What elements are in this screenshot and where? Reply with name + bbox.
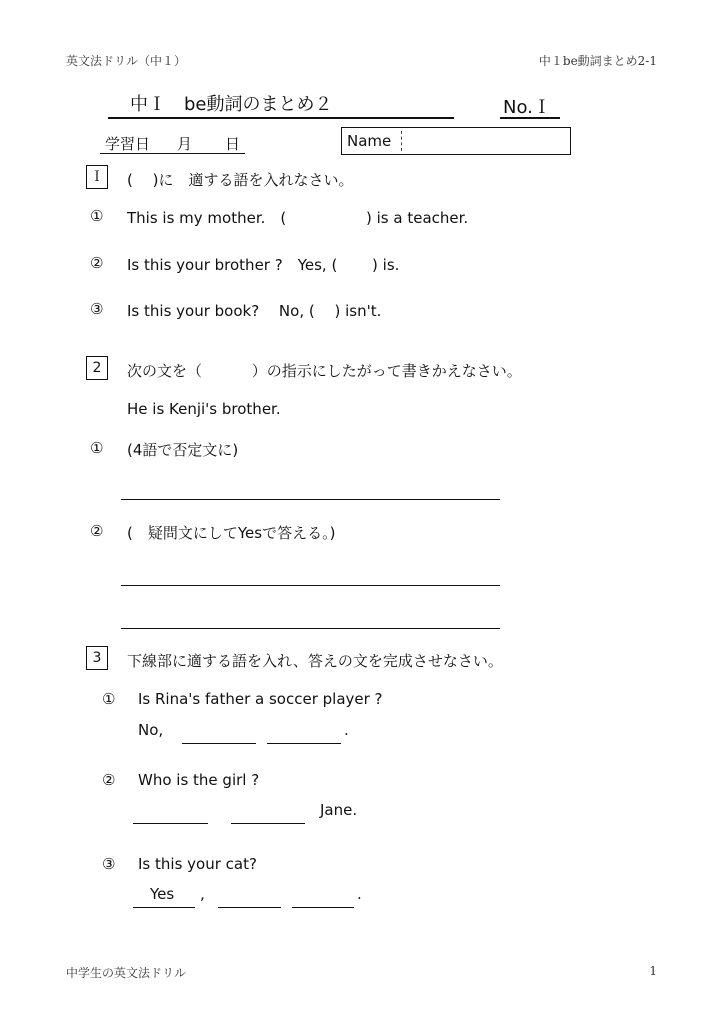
s1-item1-text: This is my mother. ( ) is a teacher. (127, 209, 469, 227)
section2-number: 2 (86, 356, 108, 380)
sheet-number: No.Ｉ (503, 97, 551, 118)
s3-item3-blank-1[interactable] (218, 907, 281, 908)
month-label: 月 (177, 135, 193, 153)
title-underline (108, 117, 454, 119)
section2-instruction: 次の文を（ ）の指示にしたがって書きかえなさい。 (127, 362, 522, 380)
s3-item3-yes-underline (133, 907, 195, 908)
name-separator (401, 131, 402, 151)
s3-item3-period: . (357, 885, 362, 903)
s2-item1-answer-line[interactable] (121, 499, 500, 500)
header-right: 中１be動詞まとめ2-1 (538, 54, 657, 68)
s3-item1-period: . (344, 721, 349, 739)
s2-item2-answer-line-2[interactable] (121, 628, 500, 629)
name-field[interactable] (341, 127, 571, 155)
s2-item1-text: (4語で否定文に) (127, 441, 239, 459)
s1-item1-mark: ① (90, 207, 104, 225)
section1-instruction: ( )に 適する語を入れなさい。 (127, 171, 354, 189)
study-date-label: 学習日 (105, 135, 151, 153)
s2-item1-mark: ① (90, 439, 104, 457)
s3-item1-blank-1[interactable] (182, 743, 256, 744)
s3-item3-mark: ③ (102, 855, 116, 873)
s3-item2-answer-suffix: Jane. (320, 801, 358, 819)
page-title: 中Ｉ be動詞のまとめ２ (130, 94, 333, 115)
s1-item3-mark: ③ (90, 300, 104, 318)
s2-item2-answer-line-1[interactable] (121, 585, 500, 586)
header-left: 英文法ドリル（中１） (66, 54, 187, 68)
s2-item2-text: ( 疑問文にしてYesで答える。) (127, 524, 336, 542)
s3-item3-blank-2[interactable] (292, 907, 354, 908)
s1-item2-text: Is this your brother ? Yes, ( ) is. (127, 256, 400, 274)
s3-item1-question: Is Rina's father a soccer player ? (138, 690, 383, 708)
s3-item1-answer-prefix: No, (138, 721, 164, 739)
s3-item2-question: Who is the girl ? (138, 771, 260, 789)
s2-item2-mark: ② (90, 522, 104, 540)
s3-item3-question: Is this your cat? (138, 855, 257, 873)
s3-item2-mark: ② (102, 771, 116, 789)
name-label: Name (347, 132, 392, 150)
footer-left: 中学生の英文法ドリル (66, 966, 187, 980)
section1-number: Ｉ (86, 165, 108, 189)
section3-instruction: 下線部に適する語を入れ、答えの文を完成させなさい。 (127, 652, 503, 670)
s3-item2-blank-1[interactable] (133, 823, 208, 824)
s3-item3-comma: , (200, 885, 205, 903)
section2-sentence: He is Kenji's brother. (127, 400, 281, 418)
number-underline (500, 117, 560, 119)
s3-item1-mark: ① (102, 690, 116, 708)
date-underline (100, 153, 245, 154)
s1-item2-mark: ② (90, 254, 104, 272)
s1-item3-text: Is this your book? No, ( ) isn't. (127, 302, 382, 320)
s3-item2-blank-2[interactable] (231, 823, 305, 824)
section3-number: 3 (86, 646, 108, 670)
s3-item1-blank-2[interactable] (267, 743, 341, 744)
s3-item3-answer-prefix: Yes (150, 885, 175, 903)
page-number: 1 (649, 964, 657, 978)
day-label: 日 (225, 135, 241, 153)
